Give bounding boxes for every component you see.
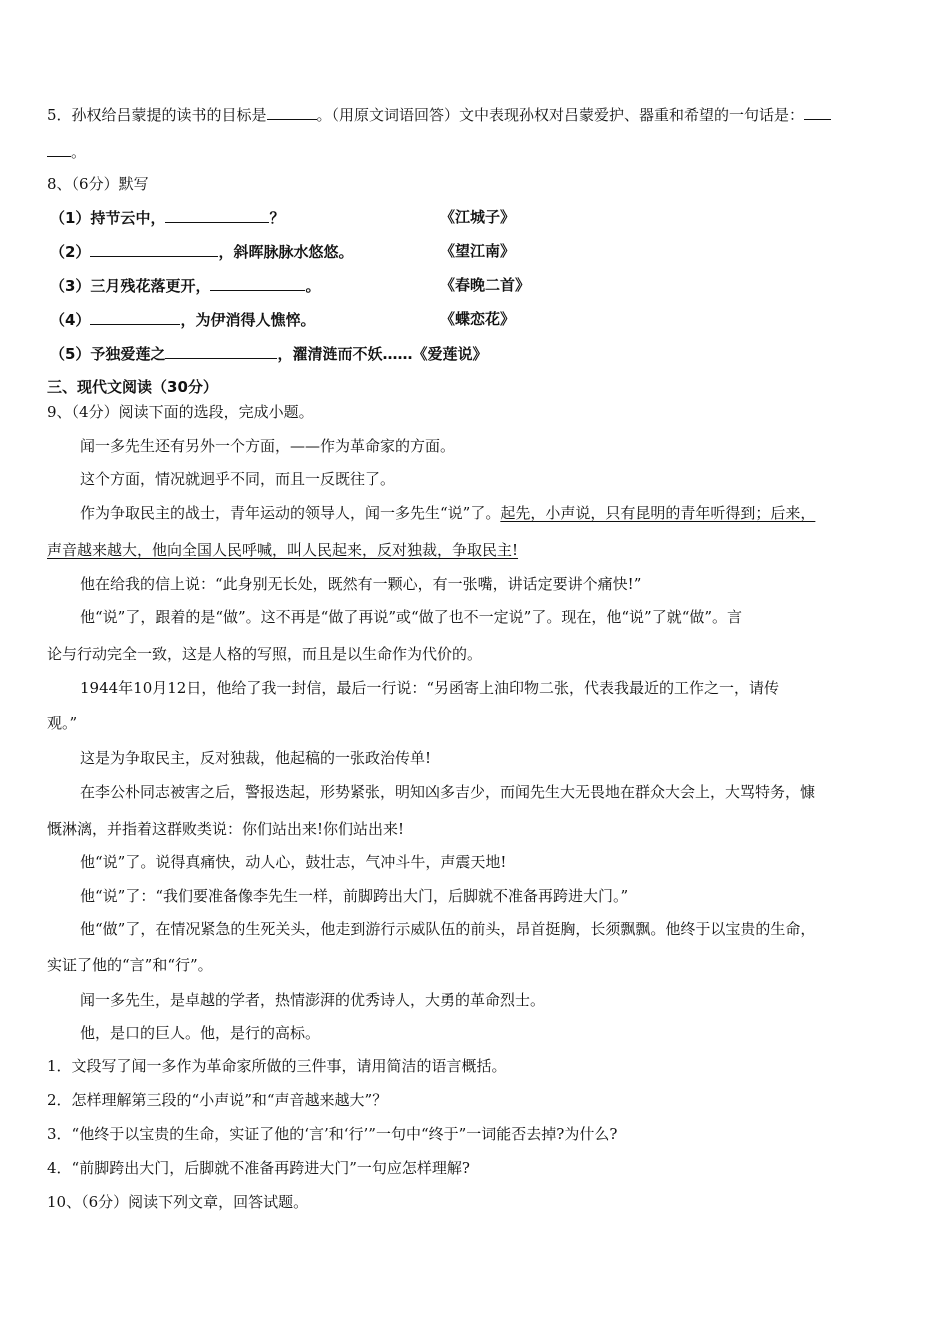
passage-paragraph: 他“说”了。说得真痛快，动人心，鼓壮志，气冲斗牛，声震天地! <box>80 853 507 871</box>
passage-paragraph: 他“做”了，在情况紧急的生死关头，他走到游行示威队伍的前头，昂首挺胸，长须飘飘。他终于以宝贵的生命， <box>80 920 816 938</box>
q8-item-pre: （5）予独爱莲之 <box>50 345 166 363</box>
q10-header: 10、（6分）阅读下列文章，回答试题。 <box>47 1193 309 1211</box>
answer-blank[interactable] <box>165 207 269 223</box>
passage-paragraph: 闻一多先生，是卓越的学者，热情澎湃的优秀诗人，大勇的革命烈士。 <box>80 991 546 1009</box>
q5-text-c: 。 <box>71 143 87 161</box>
q9-header: 9、（4分）阅读下面的选段，完成小题。 <box>47 403 314 421</box>
q8-item-3-source: 《春晚二首》 <box>440 276 531 294</box>
sub-question: 4．“前脚跨出大门，后脚就不准备再跨进大门”一句应怎样理解? <box>47 1159 470 1177</box>
passage-paragraph-cont: 论与行动完全一致，这是人格的写照，而且是以生命作为代价的。 <box>47 645 483 663</box>
passage-paragraph-cont: 实证了他的“言”和“行”。 <box>47 956 213 974</box>
q8-item-4-source: 《蝶恋花》 <box>440 310 516 328</box>
q8-item-2 <box>50 241 353 262</box>
q8-item-post: ，濯清涟而不妖…… <box>277 345 413 363</box>
passage-paragraph: 这是为争取民主，反对独裁，他起稿的一张政治传单! <box>80 749 432 767</box>
answer-blank[interactable] <box>165 343 277 359</box>
q8-item-pre: （2） <box>50 243 91 261</box>
passage-text: 作为争取民主的战士，青年运动的领导人，闻一多先生“说”了。 <box>80 504 501 522</box>
answer-blank[interactable] <box>804 104 831 120</box>
underlined-text: 声音越来越大，他向全国人民呼喊，叫人民起来，反对独裁，争取民主! <box>47 541 519 559</box>
sub-question: 3．“他终于以宝贵的生命，实证了他的‘言’和‘行’”一句中“终于”一词能否去掉?为什么? <box>47 1125 618 1143</box>
passage-paragraph: 他“说”了，跟着的是“做”。这不再是“做了再说”或“做了也不一定说”了。现在，他“说”了就“做”。言 <box>80 608 743 626</box>
answer-blank[interactable] <box>267 104 317 120</box>
passage-paragraph: 他在给我的信上说：“此身别无长处，既然有一颗心，有一张嘴，讲话定要讲个痛快!” <box>80 575 642 593</box>
section-title: 三、现代文阅读（30分） <box>47 378 218 396</box>
q5-text-a: 5．孙权给吕蒙提的读书的目标是 <box>47 106 267 124</box>
passage-paragraph: 他，是口的巨人。他，是行的高标。 <box>80 1024 321 1042</box>
q8-item-3 <box>50 275 320 296</box>
passage-paragraph-cont <box>47 540 518 560</box>
q8-item-pre: （3）三月残花落更开， <box>50 277 211 295</box>
q8-item-1-source: 《江城子》 <box>440 208 516 226</box>
q8-item-pre: （4） <box>50 311 91 329</box>
passage-paragraph: 这个方面，情况就迥乎不同，而且一反既往了。 <box>80 470 396 488</box>
sub-question: 1．文段写了闻一多作为革命家所做的三件事，请用简洁的语言概括。 <box>47 1057 507 1075</box>
q8-item-5 <box>50 343 487 364</box>
q8-item-2-source: 《望江南》 <box>440 242 516 260</box>
q5-line1 <box>47 104 831 125</box>
q5-line2 <box>47 141 86 162</box>
q8-item-pre: （1）持节云中， <box>50 209 166 227</box>
passage-paragraph: 1944年10月12日，他给了我一封信，最后一行说：“另函寄上油印物二张，代表我最近的工作之一，请传 <box>80 679 780 697</box>
passage-paragraph-cont: 慨淋漓，并指着这群败类说：你们站出来!你们站出来! <box>47 820 405 838</box>
answer-blank[interactable] <box>210 275 305 291</box>
passage-paragraph-cont: 观。” <box>47 714 78 732</box>
q8-header <box>47 174 149 194</box>
q8-item-post: ？ <box>269 209 285 227</box>
underlined-text: 起先，小声说，只有昆明的青年听得到；后来， <box>500 504 816 522</box>
answer-blank[interactable] <box>90 309 180 325</box>
passage-paragraph: 在李公朴同志被害之后，警报迭起，形势紧张，明知凶多吉少，而闻先生大无畏地在群众大会上，大骂特务，慷 <box>80 783 816 801</box>
q8-item-post: 。 <box>305 277 321 295</box>
q8-item-source: 《爱莲说》 <box>412 345 488 363</box>
passage-paragraph: 闻一多先生还有另外一个方面，——作为革命家的方面。 <box>80 437 456 455</box>
sub-question: 2．怎样理解第三段的“小声说”和“声音越来越大”？ <box>47 1091 388 1109</box>
q8-item-1 <box>50 207 284 228</box>
passage-paragraph <box>80 503 815 523</box>
q5-text-b: 。（用原文词语回答）文中表现孙权对吕蒙爱护、器重和希望的一句话是： <box>316 106 805 124</box>
q8-header-text: 8、（6分）默写 <box>47 175 149 193</box>
q8-item-post: ，为伊消得人憔悴。 <box>180 311 316 329</box>
answer-blank[interactable] <box>47 141 71 157</box>
passage-paragraph: 他“说”了：“我们要准备像李先生一样，前脚跨出大门，后脚就不准备再跨进大门。” <box>80 887 629 905</box>
q8-item-post: ，斜晖脉脉水悠悠。 <box>218 243 354 261</box>
q8-item-4 <box>50 309 315 330</box>
answer-blank[interactable] <box>90 241 218 257</box>
